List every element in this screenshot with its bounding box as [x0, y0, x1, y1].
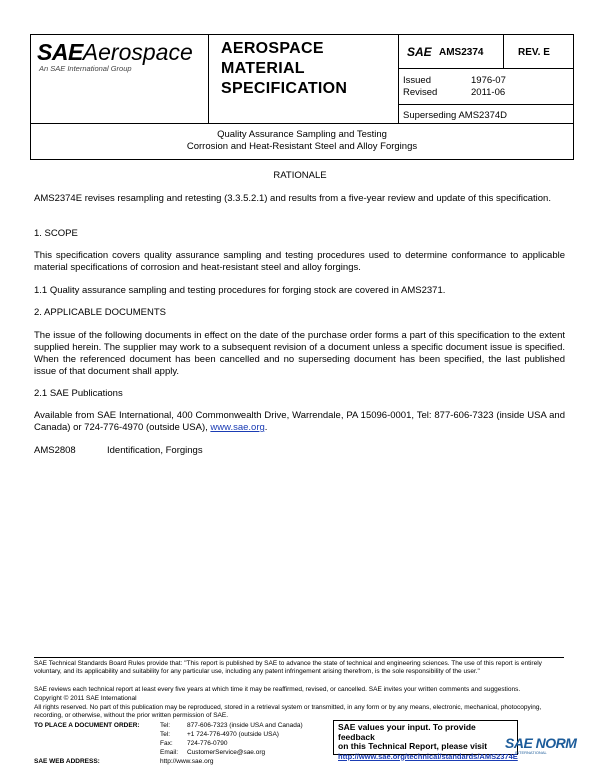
docs-heading: 2. APPLICABLE DOCUMENTS — [34, 307, 166, 318]
scope-heading: 1. SCOPE — [34, 228, 78, 239]
rationale-heading: RATIONALE — [273, 170, 327, 181]
logo-subtitle: An SAE International Group — [39, 64, 132, 73]
scope-text: This specification covers quality assurance sampling and testing procedures used to determine conformance to applicable material specifications of corrosion and heat-resistant steel and alloy forgings. — [34, 250, 565, 273]
feedback-line1: SAE values your input. To provide feedback — [338, 722, 476, 742]
sae-aerospace-logo: SAEAerospace — [37, 39, 193, 65]
feedback-line2: on this Technical Report, please visit — [338, 741, 488, 751]
rationale-text: AMS2374E revises resampling and retesting (3.3.5.2.1) and results from a five-year review and update of this specification. — [34, 193, 551, 204]
sae-pub-heading: 2.1 SAE Publications — [34, 388, 123, 399]
available-text: Available from SAE International, 400 Commonwealth Drive, Warrendale, PA 15096-0001, Tel: 877-606-7323 (inside USA and Canada) or 724-776-4970 (outside USA), www.sae.org. — [34, 410, 565, 433]
revised-value: 2011-06 — [471, 87, 506, 98]
subject-line2: Corrosion and Heat-Resistant Steel and Alloy Forgings — [186, 141, 418, 152]
contact-label-3: Fax: — [160, 740, 173, 747]
doc-number: AMS2374 — [439, 47, 484, 58]
issued-label: Issued — [403, 75, 431, 86]
subject-line1: Quality Assurance Sampling and Testing — [217, 129, 387, 140]
subject-box — [30, 124, 574, 160]
ref-code: AMS2808 — [34, 445, 76, 456]
contact-value-2: +1 724-776-4970 (outside USA) — [187, 731, 279, 738]
footer-divider — [34, 657, 564, 658]
contact-label-2: Tel: — [160, 731, 171, 738]
footer-p3: Copyright © 2011 SAE International — [34, 695, 137, 702]
header-box — [30, 34, 574, 124]
docs-text: The issue of the following documents in effect on the date of the purchase order forms a part of this specification to the extent supplied herein. The supplier may work to a subsequent revision of a document unless a specific document issue is specified. When the referenced document has been cancelled and no superseding document has been specified, the last published issue of that document shall apply. — [34, 330, 565, 377]
sae-norm-subtitle: INTERNATIONAL — [515, 750, 547, 755]
footer-p4: All rights reserved. No part of this publication may be reproduced, stored in a retrieval system or transmitted, in any form or by any means, electronic, mechanical, photocopying, recording, or otherwise, without the prior written permission of SAE. — [34, 704, 542, 719]
contact-value-1: 877-606-7323 (inside USA and Canada) — [187, 722, 303, 729]
scope-1-1: 1.1 Quality assurance sampling and testing procedures for forging stock are covered in AMS2371. — [34, 285, 446, 296]
footer-p1: SAE Technical Standards Board Rules provide that: "This report is published by SAE to advance the state of technical and engineering sciences. The use of this report is entirely voluntary, and its applicability and suitability for any particular use, including any patent infringement arising therefrom, is the sole responsibility of the user." — [34, 660, 542, 675]
feedback-link[interactable]: http://www.sae.org/technical/standards/AMS2374E — [338, 751, 518, 761]
web-label: SAE WEB ADDRESS: — [34, 758, 100, 765]
web-value[interactable]: http://www.sae.org — [160, 758, 214, 765]
contact-label-1: Tel: — [160, 722, 171, 729]
superseding: Superseding AMS2374D — [403, 110, 508, 121]
spec-title-line1: AEROSPACE — [221, 40, 324, 57]
contact-value-4[interactable]: CustomerService@sae.org — [187, 749, 266, 756]
spec-title-line2: MATERIAL — [221, 60, 305, 77]
ref-title: Identification, Forgings — [107, 445, 203, 456]
contact-value-3: 724-776-0790 — [187, 740, 228, 747]
contact-label-4: Email: — [160, 749, 179, 756]
spec-title-line3: SPECIFICATION — [221, 80, 348, 97]
revised-label: Revised — [403, 87, 438, 98]
order-label: TO PLACE A DOCUMENT ORDER: — [34, 722, 140, 729]
revision: REV. E — [518, 47, 550, 58]
sae-website-link[interactable]: www.sae.org — [210, 422, 265, 433]
sae-mark: SAE — [407, 45, 432, 59]
issued-value: 1976-07 — [471, 75, 506, 86]
feedback-box — [333, 720, 518, 761]
footer-p2: SAE reviews each technical report at least every five years at which time it may be reaffirmed, revised, or cancelled. SAE invites your written comments and suggestions. — [34, 686, 521, 693]
sae-norm-watermark: SAE NORM — [505, 735, 577, 751]
